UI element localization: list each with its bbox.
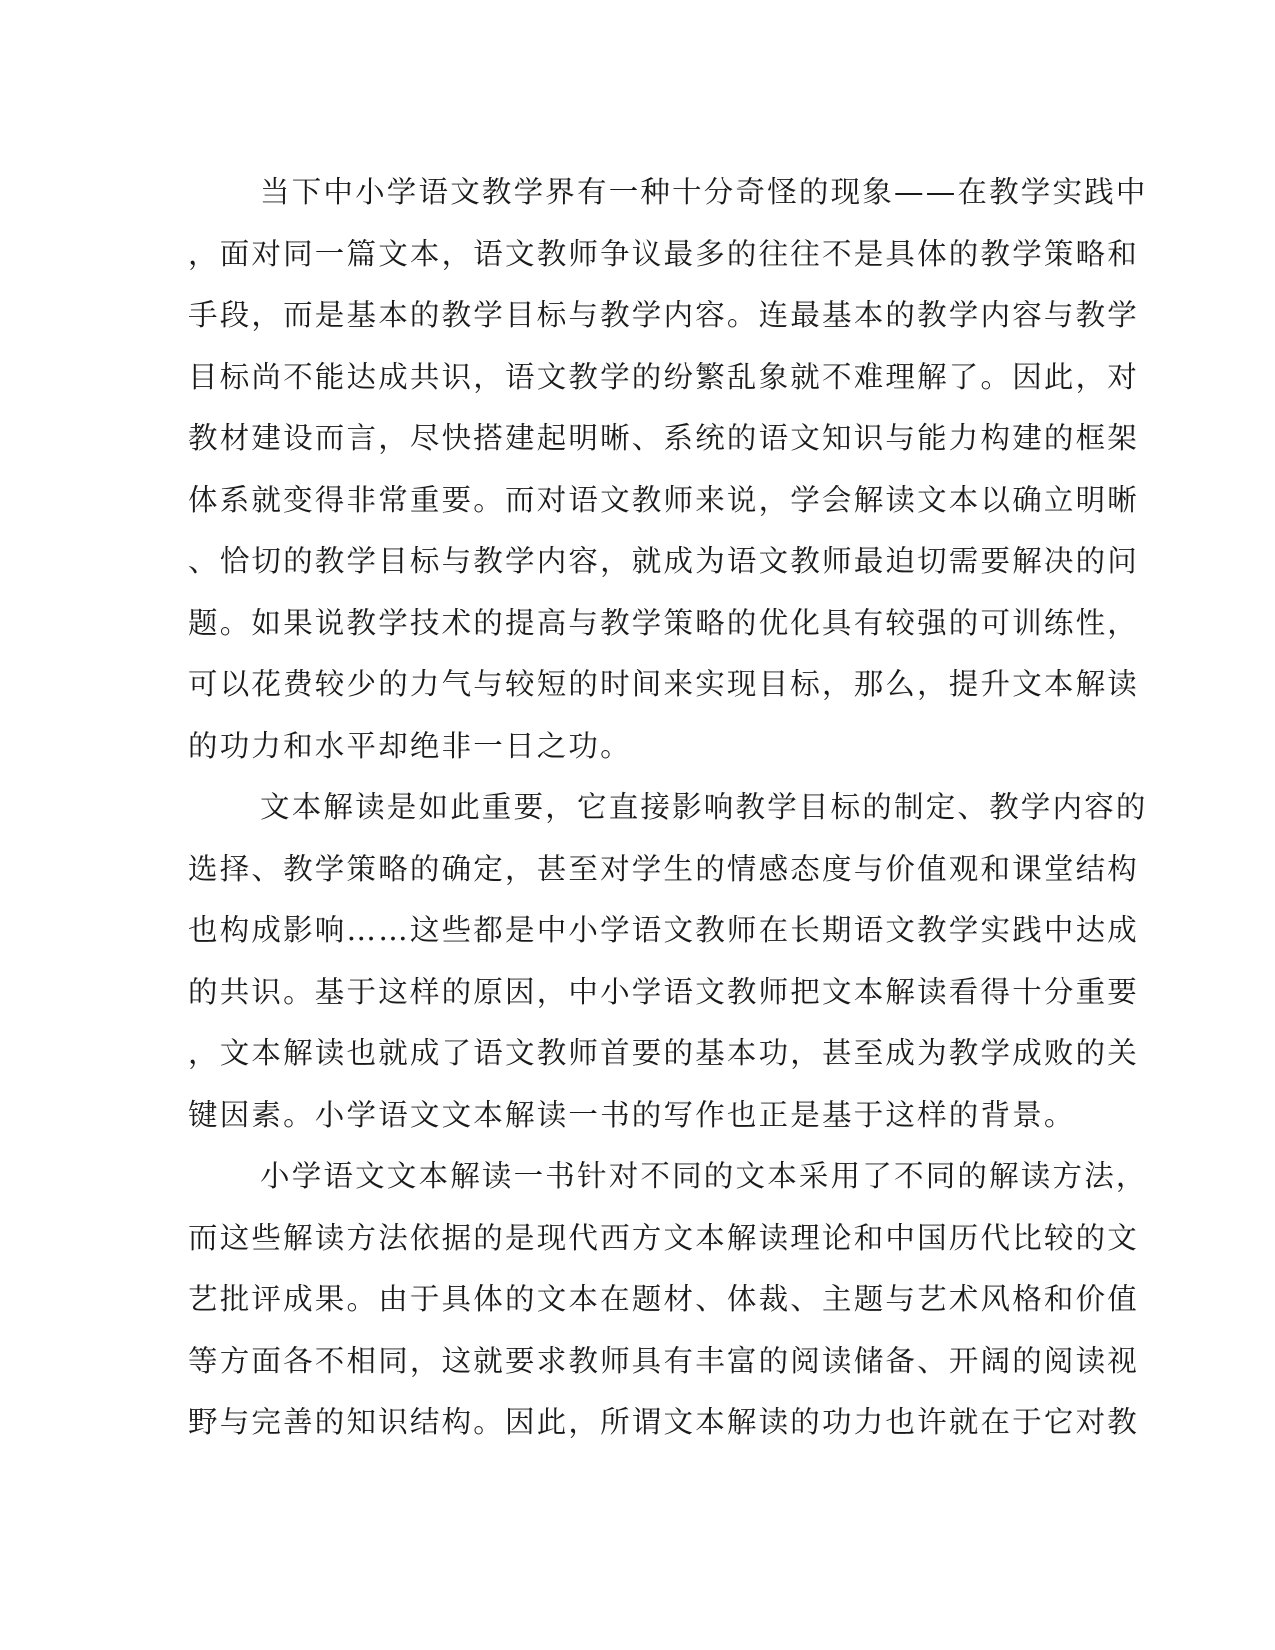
paragraph-1-line-5: 教材建设而言，尽快搭建起明晰、系统的语文知识与能力构建的框架: [188, 421, 1140, 455]
paragraph-2-line-6: 键因素。小学语文文本解读一书的写作也正是基于这样的背景。: [188, 1097, 1076, 1132]
body-text: [188, 162, 1148, 1454]
paragraph-3-line-3: 艺批评成果。由于具体的文本在题材、体裁、主题与艺术风格和价值: [188, 1282, 1140, 1316]
paragraph-3-line-2: 而这些解读方法依据的是现代西方文本解读理论和中国历代比较的文: [188, 1220, 1140, 1255]
paragraph-1-line-10: 的功力和水平却绝非一日之功。: [188, 728, 632, 763]
paragraph-1-line-8: 题。如果说教学技术的提高与教学策略的优化具有较强的可训练性，: [188, 605, 1140, 640]
paragraph-1-line-1: 当下中小学语文教学界有一种十分奇怪的现象——在教学实践中: [260, 175, 1148, 209]
paragraph-2-line-5: ，文本解读也就成了语文教师首要的基本功，甚至成为教学成败的关: [188, 1036, 1140, 1070]
paragraph-1-line-2: ，面对同一篇文本，语文教师争议最多的往往不是具体的教学策略和: [188, 236, 1140, 271]
paragraph-2-line-4: 的共识。基于这样的原因，中小学语文教师把文本解读看得十分重要: [188, 974, 1140, 1009]
paragraph-3-line-1: 小学语文文本解读一书针对不同的文本采用了不同的解读方法，: [260, 1159, 1148, 1193]
paragraph-2-line-2: 选择、教学策略的确定，甚至对学生的情感态度与价值观和课堂结构: [188, 851, 1140, 886]
paragraph-1-line-7: 、恰切的教学目标与教学内容，就成为语文教师最迫切需要解决的问: [188, 544, 1140, 578]
paragraph-2-line-1: 文本解读是如此重要，它直接影响教学目标的制定、教学内容的: [260, 790, 1148, 824]
paragraph-3-line-5: 野与完善的知识结构。因此，所谓文本解读的功力也许就在于它对教: [188, 1405, 1140, 1439]
paragraph-2-line-3: 也构成影响……这些都是中小学语文教师在长期语文教学实践中达成: [188, 913, 1140, 947]
paragraph-3-line-4: 等方面各不相同，这就要求教师具有丰富的阅读储备、开阔的阅读视: [188, 1343, 1140, 1378]
paragraph-1-line-6: 体系就变得非常重要。而对语文教师来说，学会解读文本以确立明晰: [188, 482, 1140, 517]
paragraph-1-line-9: 可以花费较少的力气与较短的时间来实现目标，那么，提升文本解读: [188, 667, 1140, 701]
paragraph-1-line-4: 目标尚不能达成共识，语文教学的纷繁乱象就不难理解了。因此，对: [188, 359, 1140, 394]
paragraph-1-line-3: 手段，而是基本的教学目标与教学内容。连最基本的教学内容与教学: [188, 298, 1140, 332]
